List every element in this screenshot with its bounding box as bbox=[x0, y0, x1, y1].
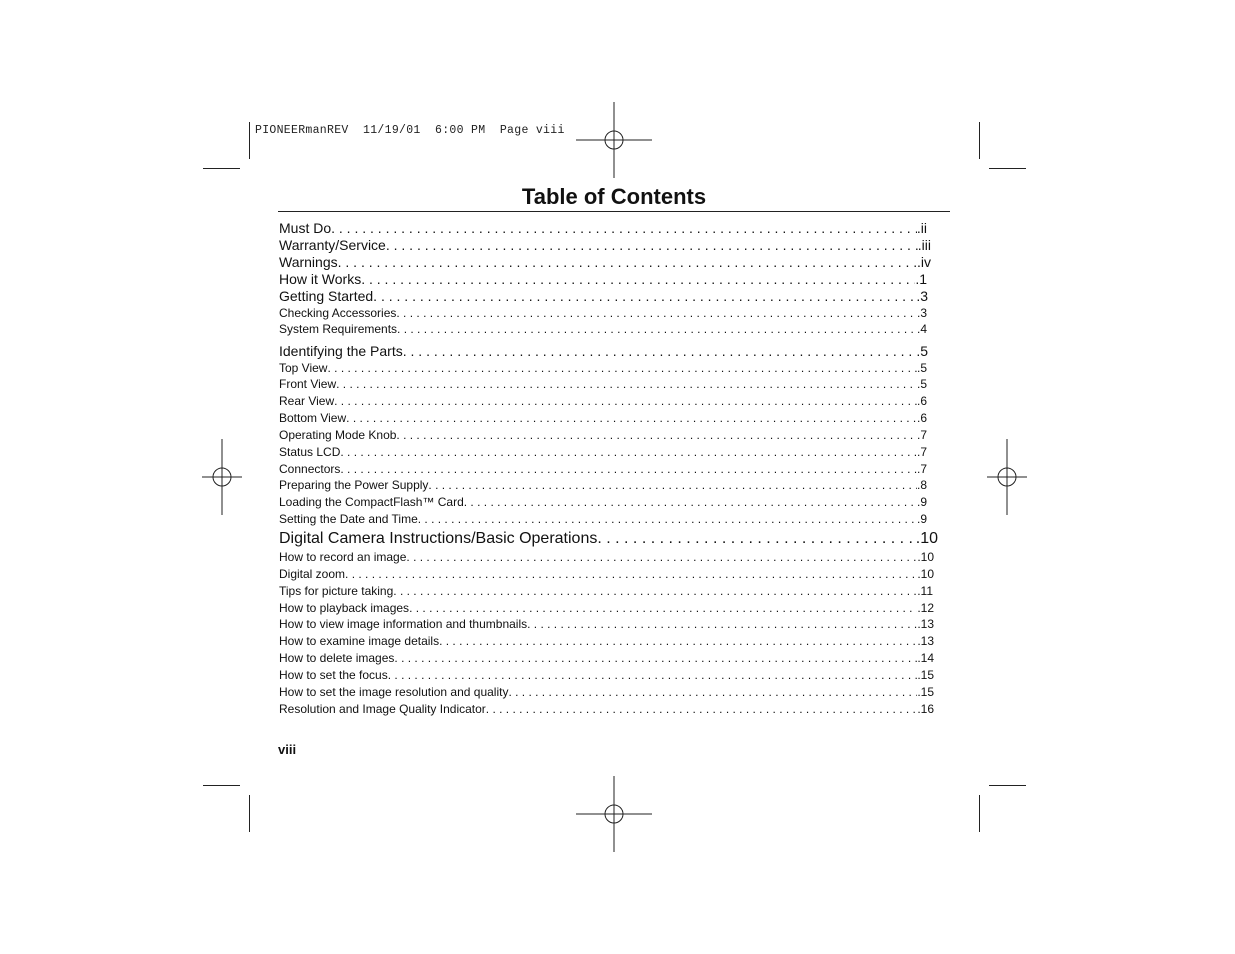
toc-entry-label: Getting Started bbox=[279, 288, 374, 304]
toc-entry bbox=[279, 634, 934, 649]
toc-entry-page: .5 bbox=[916, 361, 927, 375]
registration-mark-top-icon bbox=[576, 102, 652, 178]
crop-mark-bottom-left-horizontal bbox=[203, 785, 240, 786]
toc-entry bbox=[279, 617, 934, 632]
toc-entry bbox=[279, 361, 927, 376]
toc-leader-dots bbox=[338, 254, 917, 270]
toc-entry bbox=[279, 668, 934, 683]
toc-entry-label: Resolution and Image Quality Indicator bbox=[279, 702, 486, 716]
toc-entry-label: Must Do bbox=[279, 220, 332, 236]
toc-entry bbox=[279, 322, 927, 337]
registration-mark-bottom-icon bbox=[576, 776, 652, 852]
toc-entry bbox=[279, 550, 934, 565]
toc-entry-page: .7 bbox=[916, 445, 927, 459]
page-title: Table of Contents bbox=[521, 184, 707, 209]
toc-entry-page: .iii bbox=[917, 237, 931, 253]
toc-entry-label: Digital Camera Instructions/Basic Operations bbox=[279, 530, 598, 547]
toc-entry-page: .9 bbox=[916, 495, 927, 509]
toc-entry bbox=[279, 343, 928, 360]
toc-entry-label: Front View bbox=[279, 377, 337, 391]
toc-entry bbox=[279, 288, 928, 305]
toc-leader-dots bbox=[396, 306, 917, 320]
toc-leader-dots bbox=[406, 550, 917, 564]
toc-entry-label: How to examine image details bbox=[279, 634, 440, 648]
toc-leader-dots bbox=[439, 634, 917, 648]
title-rule bbox=[278, 211, 950, 212]
toc-leader-dots bbox=[396, 428, 917, 442]
toc-leader-dots bbox=[486, 702, 918, 716]
toc-entry bbox=[279, 495, 927, 510]
toc-entry-label: Warnings bbox=[279, 254, 338, 270]
toc-entry-page: .3 bbox=[916, 288, 928, 304]
crop-mark-top-right-vertical bbox=[979, 122, 980, 159]
toc-entry bbox=[279, 601, 934, 616]
crop-mark-top-left-horizontal bbox=[203, 168, 240, 169]
toc-leader-dots bbox=[373, 288, 916, 304]
toc-entry bbox=[279, 512, 927, 527]
toc-entry-page: .9 bbox=[916, 512, 927, 526]
crop-mark-bottom-right-horizontal bbox=[989, 785, 1026, 786]
toc-entry bbox=[279, 237, 931, 254]
toc-entry-page: .13 bbox=[917, 634, 934, 648]
toc-entry-label: How to view image information and thumbnails bbox=[279, 617, 528, 631]
page-number: viii bbox=[278, 742, 297, 757]
toc-leader-dots bbox=[361, 271, 915, 287]
toc-entry-label: Loading the CompactFlash™ Card bbox=[279, 495, 464, 509]
toc-leader-dots bbox=[340, 462, 917, 476]
toc-leader-dots bbox=[527, 617, 917, 631]
toc-leader-dots bbox=[597, 530, 915, 548]
toc-entry-label: Warranty/Service bbox=[279, 237, 386, 253]
toc-entry-label: Status LCD bbox=[279, 445, 341, 459]
toc-entry-page: .3 bbox=[916, 306, 927, 320]
toc-entry-page: .11 bbox=[917, 584, 933, 598]
toc-entry-page: .15 bbox=[917, 668, 934, 682]
toc-entry-label: Checking Accessories bbox=[279, 306, 397, 320]
toc-entry bbox=[279, 428, 927, 443]
toc-entry bbox=[279, 567, 934, 582]
toc-leader-dots bbox=[418, 512, 917, 526]
toc-entry-label: How to playback images bbox=[279, 601, 410, 615]
toc-leader-dots bbox=[327, 361, 917, 375]
print-slug-line: PIONEERmanREV 11/19/01 6:00 PM Page viii bbox=[255, 124, 565, 137]
crop-mark-bottom-right-vertical bbox=[979, 795, 980, 832]
crop-mark-top-right-horizontal bbox=[989, 168, 1026, 169]
toc-entry bbox=[279, 394, 927, 409]
toc-leader-dots bbox=[393, 584, 917, 598]
toc-entry-page: .5 bbox=[916, 377, 927, 391]
toc-entry-label: Tips for picture taking bbox=[279, 584, 394, 598]
toc-entry-label: How to delete images bbox=[279, 651, 395, 665]
crop-mark-bottom-left-vertical bbox=[249, 795, 250, 832]
toc-entry-label: Setting the Date and Time bbox=[279, 512, 418, 526]
toc-entry bbox=[279, 306, 927, 321]
toc-entry-label: Identifying the Parts bbox=[279, 343, 403, 359]
toc-entry-page: .15 bbox=[917, 685, 934, 699]
toc-leader-dots bbox=[345, 567, 917, 581]
toc-entry bbox=[279, 462, 927, 477]
toc-leader-dots bbox=[403, 343, 917, 359]
toc-entry-page: .16 bbox=[917, 702, 934, 716]
toc-entry-label: How to set the focus bbox=[279, 668, 388, 682]
toc-leader-dots bbox=[409, 601, 917, 615]
toc-entry bbox=[279, 445, 927, 460]
toc-leader-dots bbox=[340, 445, 917, 459]
registration-mark-left-icon bbox=[202, 439, 242, 515]
toc-entry-label: How to record an image bbox=[279, 550, 407, 564]
toc-entry-label: Rear View bbox=[279, 394, 335, 408]
toc-leader-dots bbox=[386, 237, 918, 253]
toc-entry-label: System Requirements bbox=[279, 322, 398, 336]
toc-entry-page: .1 bbox=[915, 271, 927, 287]
toc-entry-label: How to set the image resolution and quality bbox=[279, 685, 509, 699]
crop-mark-top-left-vertical bbox=[249, 122, 250, 159]
toc-entry bbox=[279, 651, 934, 666]
toc-entry-label: Top View bbox=[279, 361, 328, 375]
toc-entry-page: .6 bbox=[916, 394, 927, 408]
toc-entry-page: .10 bbox=[917, 567, 934, 581]
toc-entry-page: .7 bbox=[916, 428, 927, 442]
toc-entry bbox=[279, 271, 927, 288]
toc-entry bbox=[279, 254, 931, 271]
toc-leader-dots bbox=[464, 495, 917, 509]
toc-leader-dots bbox=[394, 651, 917, 665]
toc-leader-dots bbox=[334, 394, 917, 408]
toc-entry-page: .4 bbox=[916, 322, 927, 336]
toc-entry-label: Connectors bbox=[279, 462, 341, 476]
toc-entry bbox=[279, 377, 927, 392]
toc-leader-dots bbox=[428, 478, 917, 492]
registration-mark-right-icon bbox=[987, 439, 1027, 515]
toc-entry-label: How it Works bbox=[279, 271, 362, 287]
toc-entry-page: .ii bbox=[916, 220, 927, 236]
toc-entry-page: .12 bbox=[917, 601, 934, 615]
toc-entry bbox=[279, 702, 934, 717]
toc-entry-label: Operating Mode Knob bbox=[279, 428, 397, 442]
toc-entry-label: Bottom View bbox=[279, 411, 347, 425]
toc-entry-page: .6 bbox=[916, 411, 927, 425]
toc-entry-page: .iv bbox=[917, 254, 931, 270]
toc-entry-page: .14 bbox=[917, 651, 934, 665]
toc-leader-dots bbox=[336, 377, 917, 391]
toc-entry bbox=[279, 220, 927, 237]
toc-entry-label: Preparing the Power Supply bbox=[279, 478, 429, 492]
toc-entry-page: .13 bbox=[917, 617, 934, 631]
toc-entry-page: .7 bbox=[916, 462, 927, 476]
toc-entry-page: .10 bbox=[915, 530, 938, 547]
toc-entry-page: .10 bbox=[917, 550, 934, 564]
toc-leader-dots bbox=[397, 322, 917, 336]
toc-entry bbox=[279, 478, 927, 493]
toc-entry-page: .8 bbox=[916, 478, 927, 492]
toc-entry bbox=[279, 530, 938, 549]
toc-entry-page: .5 bbox=[916, 343, 928, 359]
toc-entry bbox=[279, 584, 933, 599]
toc-entry bbox=[279, 411, 927, 426]
toc-leader-dots bbox=[346, 411, 917, 425]
toc-leader-dots bbox=[388, 668, 918, 682]
toc-entry-label: Digital zoom bbox=[279, 567, 346, 581]
toc-leader-dots bbox=[508, 685, 917, 699]
toc-leader-dots bbox=[331, 220, 917, 236]
toc-entry bbox=[279, 685, 934, 700]
